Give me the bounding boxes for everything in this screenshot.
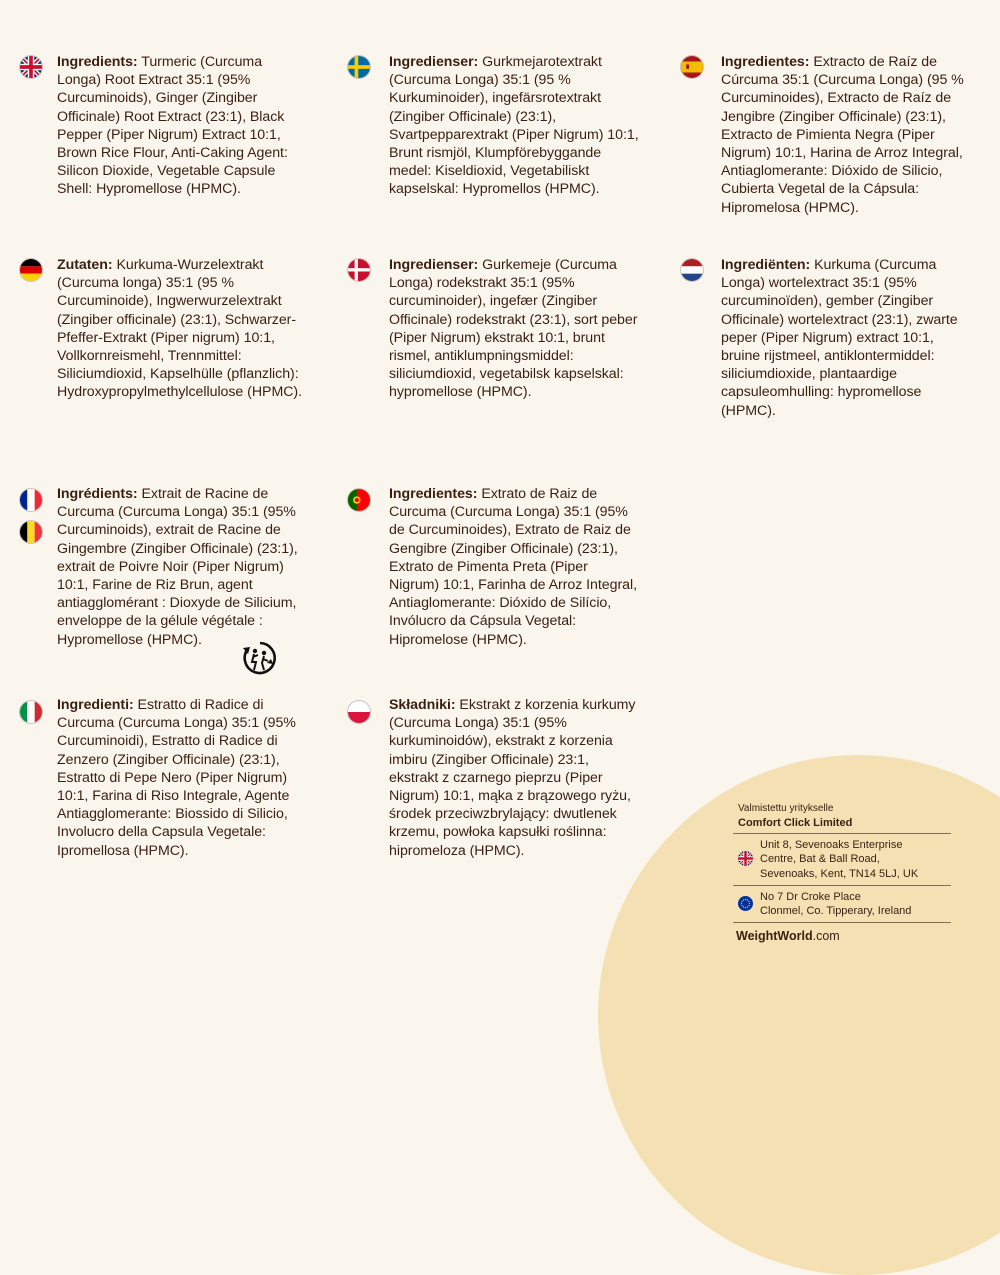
belgium-flag-icon [19,520,43,544]
ingredients-it-label: Ingredienti: [57,697,134,713]
ingredients-it [57,696,309,860]
ingredients-pt [389,485,641,649]
ingredients-es-label: Ingredientes: [721,54,810,70]
uk-address-line: Unit 8, Sevenoaks Enterprise [760,839,903,851]
ingredients-en-label: Ingredients: [57,54,138,70]
manufacturer-name: Comfort Click Limited [738,817,853,829]
ingredients-de [57,256,309,402]
ingredients-pt-label: Ingredientes: [389,486,478,502]
website-brand: WeightWorld [736,929,813,943]
ingredients-da-body: Gurkemeje (Curcuma Longa) rodekstrakt 35:1 (95% curcuminoider), ingefær (Zingiber Officinale) rodekstrakt (23:1), sort peber (Piper Nigrum) ekstrakt 10:1, brunt rismel, antiklumpningsmiddel: siliciumdioxid, vegetabilsk kapselskal: hypromellose (HPMC). [389,257,638,401]
ingredients-nl [721,256,973,420]
uk-address-line: Sevenoaks, Kent, TN14 5LJ, UK [760,867,919,880]
portugal-flag-icon [347,488,371,512]
divider [733,833,951,834]
spain-flag-icon [680,55,704,79]
poland-flag-icon [347,700,371,724]
divider [733,922,951,923]
uk-address-line: Centre, Bat & Ball Road, [760,853,880,866]
sweden-flag-icon [347,55,371,79]
ingredients-sv-body: Gurkmejarotextrakt (Curcuma Longa) 35:1 (95 % Kurkuminoider), ingefärsrotextrakt (Zingiber Officinale) (23:1), Svartpepparextrakt (Piper Nigrum) 10:1, Brunt rismjöl, Klumpförebyggande medel: Kiseldioxid, Vegetabiliskt kapselskal: Hypromellos (HPMC). [389,54,639,198]
ingredients-es-body: Extracto de Raíz de Cúrcuma 35:1 (Curcuma Longa) (95 % Curcuminoides), Extracto de Raíz de Jengibre (Zingiber Officinale) (23:1), Extracto de Pimienta Negra (Piper Nigrum) 10:1, Harina de Arroz Integral, Antiaglomerante: Dióxido de Silicio, Cubierta Vegetal de la Cápsula: Hipromelosa (HPMC). [721,54,964,216]
manufacturer-block [738,802,988,830]
triman-recycling-icon [242,640,278,676]
divider [733,885,951,886]
ingredients-nl-body: Kurkuma (Curcuma Longa) wortelextract 35:1 (95% curcuminoïden), gember (Zingiber Officinale) wortelextract (23:1), zwarte peper (Piper Nigrum) extract 10:1, bruine rijstmeel, antiklontermiddel: siliciumdioxide, plantaardige capsuleomhulling: hypromellose (HPMC). [721,257,958,419]
ingredients-en-body: Turmeric (Curcuma Longa) Root Extract 35:1 (95% Curcuminoids), Ginger (Zingiber Officinale) Root Extract (23:1), Black Pepper (Piper Nigrum) Extract 10:1, Brown Rice Flour, Anti-Caking Agent: Silicon Dioxide, Vegetable Capsule Shell: Hypromellose (HPMC). [57,54,288,198]
ingredients-da-label: Ingredienser: [389,257,479,273]
ingredients-fr [57,485,309,649]
eu-address-line: No 7 Dr Croke Place [760,891,861,903]
ingredients-pl [389,696,637,860]
ingredients-de-label: Zutaten: [57,257,113,273]
ingredients-da [389,256,641,402]
netherlands-flag-icon [680,258,704,282]
ingredients-sv [389,53,641,199]
website-suffix: .com [812,929,840,943]
website [736,929,840,943]
ingredients-sv-label: Ingredienser: [389,54,479,70]
ingredients-it-body: Estratto di Radice di Curcuma (Curcuma Longa) 35:1 (95% Curcuminoidi), Estratto di Radice di Zenzero (Zingiber Officinale) (23:1), Estratto di Pepe Nero (Piper Nigrum) 10:1, Farina di Riso Integrale, Agente Antiagglomerante: Biossido di Silicio, Involucro della Capsula Vegetale: Ipromellosa (HPMC). [57,697,296,859]
ingredients-pt-body: Extrato de Raiz de Curcuma (Curcuma Longa) 35:1 (95% de Curcuminoides), Extrato de Raiz de Gengibre (Zingiber Officinale) (23:1), Extrato de Pimenta Preta (Piper Nigrum) 10:1, Farinha de Arroz Integral, Antiaglomerante: Dióxido de Silício, Invólucro da Cápsula Vegetal: Hipromelose (HPMC). [389,486,637,648]
italy-flag-icon [19,700,43,724]
ingredients-de-body: Kurkuma-Wurzelextrakt (Curcuma longa) 35:1 (95 % Curcuminoide), Ingwerwurzelextrakt (Zingiber officinale) (23:1), Schwarzer-Pfeffer-Extrakt (Piper nigrum) 10:1, Vollkornreismehl, Trennmittel: Siliciumdioxid, Kapselhülle (pflanzlich): Hydroxypropylmethylcellulose (HPMC). [57,257,302,401]
manufacturer-caption: Valmistettu yritykselle [738,803,834,814]
eu-address-line: Clonmel, Co. Tipperary, Ireland [760,905,912,918]
uk-flag-icon [738,851,753,866]
ingredients-es [721,53,973,217]
germany-flag-icon [19,258,43,282]
denmark-flag-icon [347,258,371,282]
uk-flag-icon [19,55,43,79]
ingredients-en [57,53,309,199]
ingredients-fr-body: Extrait de Racine de Curcuma (Curcuma Longa) 35:1 (95% Curcuminoids), extrait de Racine de Gingembre (Zingiber Officinale) (23:1), extrait de Poivre Noir (Piper Nigrum) 10:1, Farine de Riz Brun, agent antiagglomérant : Dioxyde de Silicium, enveloppe de la gélule végétale : Hypromellose (HPMC). [57,486,298,648]
ingredients-nl-label: Ingrediënten: [721,257,811,273]
ingredients-pl-body: Ekstrakt z korzenia kurkumy (Curcuma Longa) 35:1 (95% kurkuminoidów), ekstrakt z korzenia imbiru (Zingiber Officinale) 23:1, ekstrakt z czarnego pieprzu (Piper Nigrum) 10:1, mąka z brązowego ryżu, środek przeciwzbrylający: dwutlenek krzemu, powłoka kapsułki roślinna: hipromeloza (HPMC). [389,697,636,859]
ingredients-fr-label: Ingrédients: [57,486,138,502]
ingredients-pl-label: Składniki: [389,697,456,713]
france-flag-icon [19,488,43,512]
eu-flag-icon [738,896,753,911]
